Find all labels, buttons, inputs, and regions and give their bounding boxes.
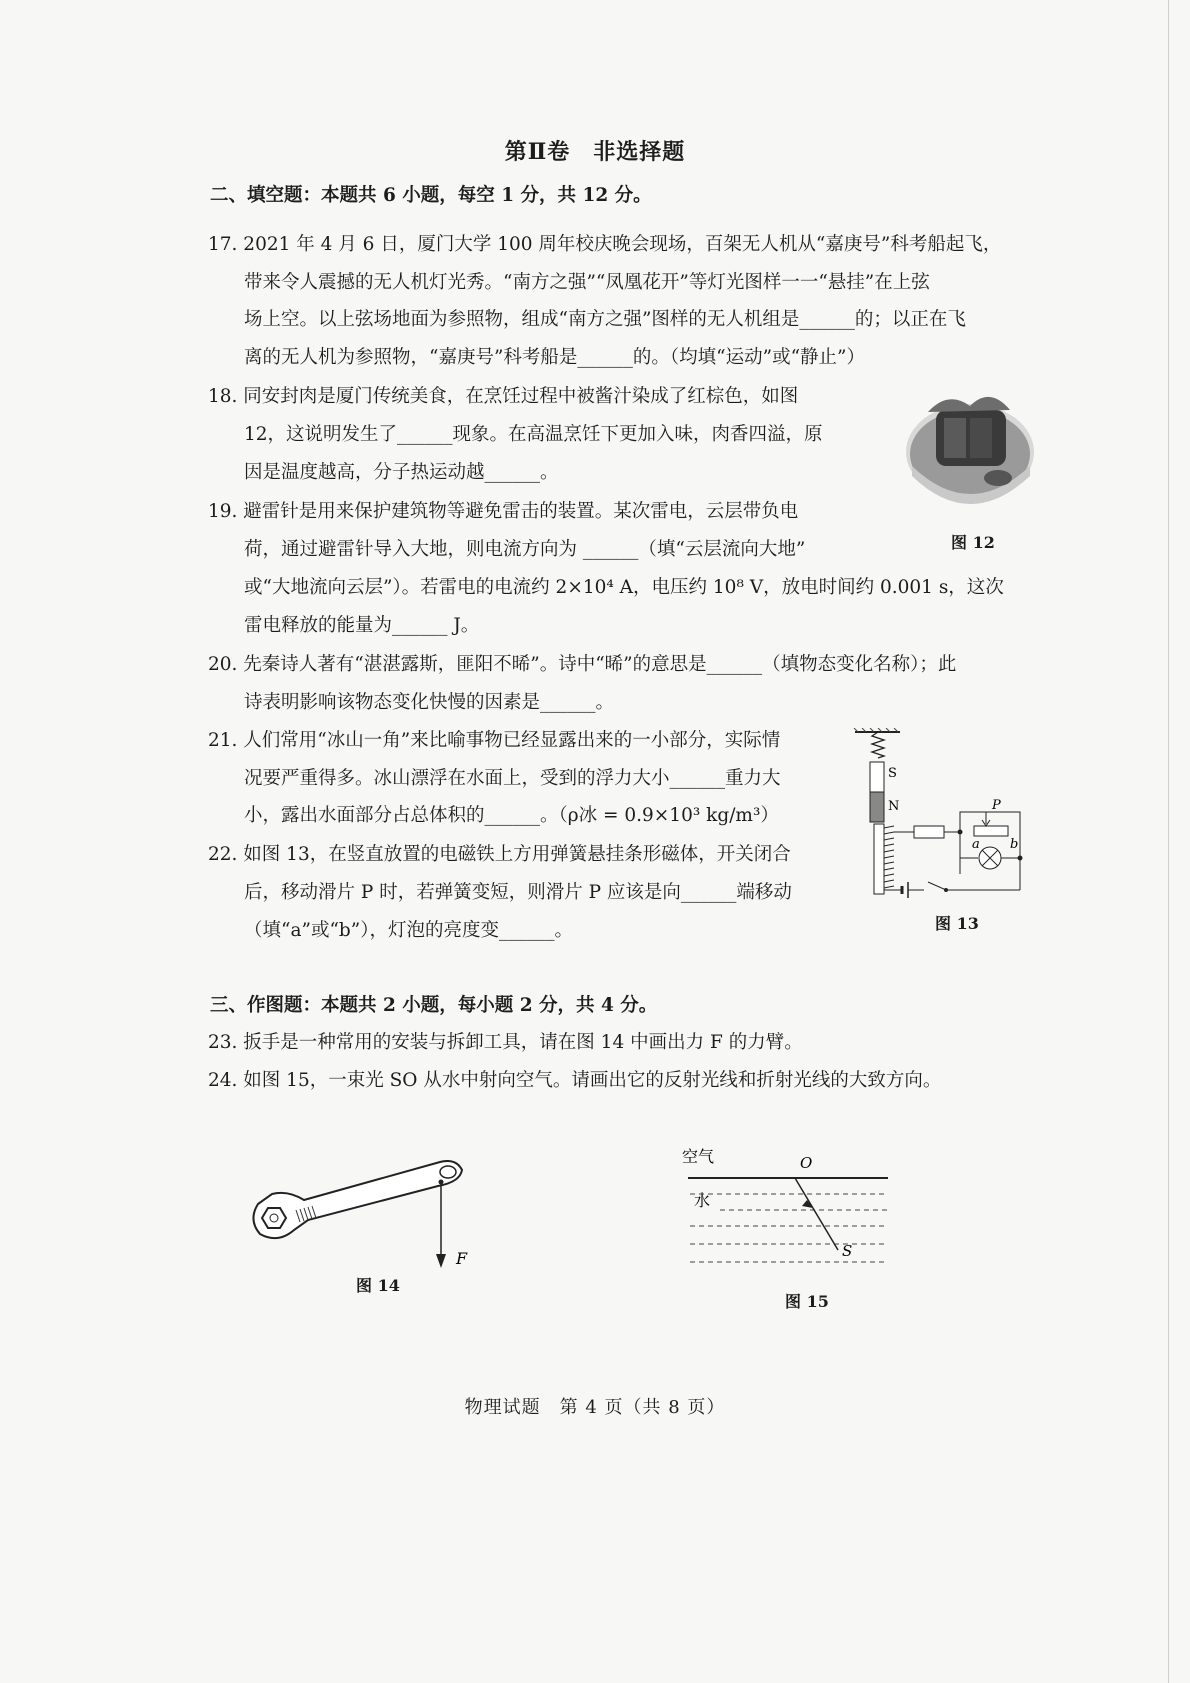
q21-line-1: 21. 人们常用“冰山一角”来比喻事物已经显露出来的一小部分，实际情 [208, 730, 781, 751]
fig15-air-label: 空气 [682, 1147, 715, 1166]
fig13-caption: 图 13 [935, 914, 979, 933]
fig13-label-a: a [972, 837, 980, 852]
fig14-wrench [238, 1160, 488, 1280]
fig12-photo [898, 382, 1038, 522]
fig15-s-label: S [842, 1242, 853, 1260]
section-heading-drawing: 三、作图题：本题共 2 小题，每小题 2 分，共 4 分。 [210, 995, 658, 1016]
q19-line-1: 19. 避雷针是用来保护建筑物等避免雷击的装置。某次雷电，云层带负电 [208, 501, 799, 522]
q22-line-3: （填“a”或“b”），灯泡的亮度变______。 [244, 920, 573, 941]
fig13-label-b: b [1010, 837, 1019, 852]
q20-line-1: 20. 先秦诗人著有“湛湛露斯，匪阳不晞”。诗中“晞”的意思是______（填物态变化名称）；此 [208, 654, 957, 675]
q19-line-2: 荷，通过避雷针导入大地，则电流方向为 ______（填“云层流向大地” [244, 539, 806, 560]
fig15-o-label: O [800, 1154, 813, 1172]
fig13-circuit [850, 728, 1050, 903]
fig14-caption: 图 14 [356, 1276, 400, 1295]
fig13-label-p: P [992, 798, 1001, 813]
fig15-light-diagram [680, 1140, 900, 1270]
fig13-label-n: N [888, 799, 900, 814]
q23-line: 23. 扳手是一种常用的安装与拆卸工具，请在图 14 中画出力 F 的力臂。 [208, 1032, 803, 1053]
q18-line-2: 12，这说明发生了______现象。在高温烹饪下更加入味，肉香四溢，原 [244, 424, 823, 445]
fig15-water-label: 水 [694, 1191, 711, 1210]
q18-line-1: 18. 同安封肉是厦门传统美食，在烹饪过程中被酱汁染成了红棕色，如图 [208, 386, 799, 407]
page-title: 第Ⅱ卷 非选择题 [504, 139, 686, 165]
section-heading-fill-in: 二、填空题：本题共 6 小题，每空 1 分，共 12 分。 [210, 185, 652, 206]
fig12-caption: 图 12 [951, 533, 995, 552]
page-footer: 物理试题 第 4 页（共 8 页） [464, 1397, 726, 1418]
fig15-caption: 图 15 [785, 1292, 829, 1311]
fig14-force-label: F [456, 1249, 468, 1268]
q21-line-3: 小，露出水面部分占总体积的______。（ρ冰 = 0.9×10³ kg/m³） [244, 805, 779, 826]
q17-line-4: 离的无人机为参照物，“嘉庚号”科考船是______的。（均填“运动”或“静止”） [244, 347, 865, 368]
q18-line-3: 因是温度越高，分子热运动越______。 [244, 462, 559, 483]
q19-line-4: 雷电释放的能量为______ J。 [244, 615, 480, 636]
q17-line-1: 17. 2021 年 4 月 6 日，厦门大学 100 周年校庆晚会现场，百架无人机从“嘉庚号”科考船起飞， [208, 234, 1002, 255]
q20-line-2: 诗表明影响该物态变化快慢的因素是______。 [244, 692, 615, 713]
fig13-label-s: S [888, 766, 897, 781]
q17-line-3: 场上空。以上弦场地面为参照物，组成“南方之强”图样的无人机组是______的；以正在飞 [244, 309, 966, 330]
q21-line-2: 况要严重得多。冰山漂浮在水面上，受到的浮力大小______重力大 [244, 768, 781, 789]
q19-line-3: 或“大地流向云层”）。若雷电的电流约 2×10⁴ A，电压约 10⁸ V，放电时间约 0.001 s，这次 [244, 577, 1004, 598]
q24-line: 24. 如图 15，一束光 SO 从水中射向空气。请画出它的反射光线和折射光线的大致方向。 [208, 1070, 942, 1091]
q17-line-2: 带来令人震撼的无人机灯光秀。“南方之强”“凤凰花开”等灯光图样一一“悬挂”在上弦 [244, 272, 930, 293]
q22-line-2: 后，移动滑片 P 时，若弹簧变短，则滑片 P 应该是向______端移动 [244, 882, 792, 903]
q22-line-1: 22. 如图 13，在竖直放置的电磁铁上方用弹簧悬挂条形磁体，开关闭合 [208, 844, 791, 865]
